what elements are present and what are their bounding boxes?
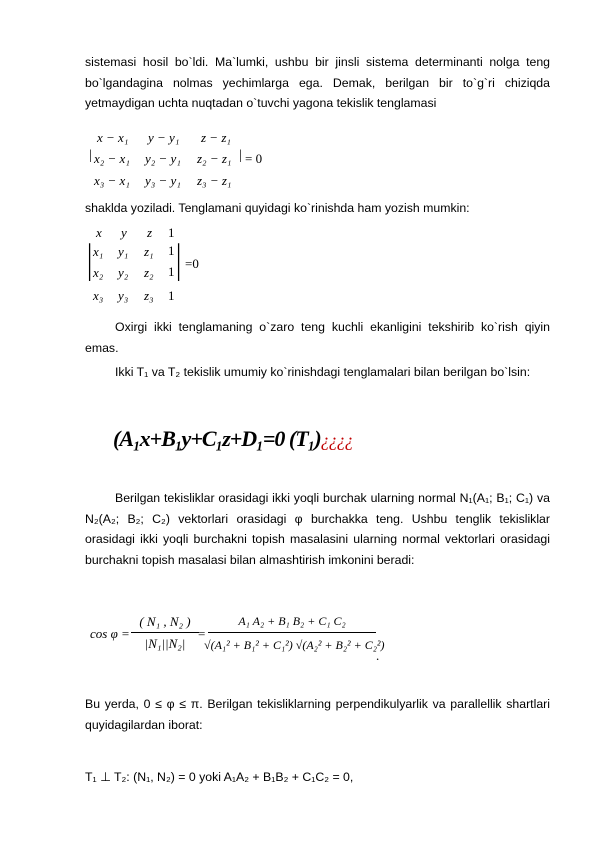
- det2-cell: x₃: [93, 288, 104, 303]
- det1-rhs: = 0: [245, 151, 263, 166]
- det2-cell: y₁: [118, 244, 129, 259]
- formula-bar2: [208, 632, 376, 633]
- det2-rhs: =0: [185, 256, 199, 271]
- det2-cell: y₂: [118, 265, 129, 280]
- det1-right-bar: |: [239, 148, 242, 163]
- paragraph-dihedral-angle: Berilgan tekisliklar orasidagi ikki yoqli burchak ularning normal N₁(A₁; B₁; C₁) va N₂(A₂; B₂; C₂) vektorlari orasidagi φ burchakka teng. Ushbu tenglik tekisliklar orasidagi ikki yoqli burchakni topish masalasini ularning normal vektorlari orasidagi burchakni topish masalasi bilan almashtirish imkonini beradi:: [85, 491, 550, 567]
- det2-right-bar: |: [176, 235, 182, 282]
- paragraph-equivalence: Oxirgi ikki tenglamaning o`zaro teng kuchli ekanligini tekshirib ko`rish qiyin emas.: [85, 320, 550, 355]
- formula-period: .: [376, 648, 380, 663]
- paragraph-shaklda: shaklda yoziladi. Tenglamani quyidagi ko`rinishda ham yozish mumkin:: [85, 201, 470, 215]
- det2-left-bar: |: [87, 235, 93, 282]
- det2-cell: 1: [168, 243, 175, 258]
- det2-cell: z: [147, 225, 153, 240]
- formula-lhs: [90, 626, 130, 642]
- det2-cell: z₂: [144, 265, 154, 280]
- det2-cell: z₃: [144, 288, 154, 303]
- det2-cell: x: [96, 225, 102, 240]
- formula-den1: |N₁||N₂|: [144, 636, 186, 651]
- formula-equals: =: [198, 626, 206, 641]
- formula-num1: ( N₁ , N₂ ): [139, 614, 191, 629]
- equation-garbled-tail: ¿¿¿¿: [320, 430, 353, 450]
- equation-plane-t1-text: (A₁x+B₁y+C₁z+D₁=0 (T₁): [113, 426, 321, 451]
- formula-bar1: [131, 632, 199, 633]
- det2-cell: x₂: [93, 265, 104, 280]
- det1-cell: z − z₁: [201, 130, 231, 145]
- det1-cell: z₃ − z₁: [197, 173, 232, 188]
- det1-cell: z₂ − z₁: [197, 151, 232, 166]
- det1-cell: x − x₁: [97, 130, 129, 145]
- det1-cell: y₃ − y₁: [145, 173, 181, 188]
- paragraph-two-planes: Ikki T₁ va T₂ tekislik umumiy ko`rinishdagi tenglamalari bilan berilgan bo`lsin:: [115, 365, 531, 379]
- perpendicularity-condition: T₁ ⊥ T₂: (N₁, N₂) = 0 yoki A₁A₂ + B₁B₂ + C₁C₂ = 0,: [85, 770, 354, 784]
- det2-cell: z₁: [144, 244, 154, 259]
- formula-den2: √(A₁² + B₁² + C₁²) √(A₂² + B₂² + C₂²): [204, 638, 385, 652]
- det1-cell: y − y₁: [148, 130, 180, 145]
- det2-cell: y₃: [118, 288, 129, 303]
- det1-cell: x₂ − x₁: [94, 151, 130, 166]
- det1-left-bar: |: [89, 148, 92, 163]
- det2-cell: 1: [168, 288, 175, 303]
- det2-cell: y: [121, 225, 127, 240]
- equation-plane-t1: [113, 426, 353, 452]
- formula-lhs-text: cos φ =: [90, 626, 130, 641]
- formula-num2: A₁ A₂ + B₁ B₂ + C₁ C₂: [238, 614, 346, 628]
- det2-cell: x₁: [93, 244, 104, 259]
- det1-cell: x₃ − x₁: [94, 173, 130, 188]
- det2-cell: 1: [168, 225, 175, 240]
- det1-cell: y₂ − y₁: [145, 151, 181, 166]
- paragraph-conditions: Bu yerda, 0 ≤ φ ≤ π. Berilgan tekisliklarning perpendikulyarlik va parallellik shartlari quyidagilardan iborat:: [85, 697, 550, 732]
- det2-cell: 1: [168, 264, 175, 279]
- paragraph-intro: sistemasi hosil bo`ldi. Ma`lumki, ushbu bir jinsli sistema determinanti nolga teng bo`lgandagina nolmas yechimlarga ega. Demak, berilgan bir to`g`ri chiziqda yetmaydigan uchta nuqtadan o`tuvchi yagona tekislik tenglamasi: [85, 55, 550, 110]
